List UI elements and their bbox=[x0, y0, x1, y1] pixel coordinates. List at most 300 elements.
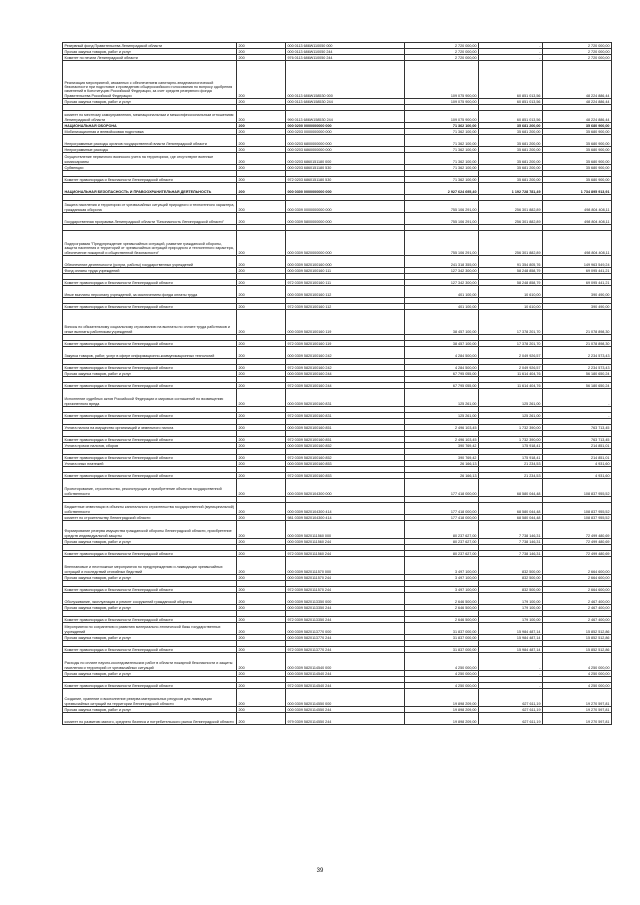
row-name-cell: Комитет правопорядка и безопасности Ленинградской области bbox=[63, 647, 237, 653]
row-approved-cell: 401 100,00 bbox=[405, 304, 479, 310]
row-approved-cell: 80 237 627,00 bbox=[405, 539, 479, 545]
row-code-cell: 972 0309 5820100160 853 bbox=[286, 473, 405, 479]
row-approved-cell: 2 646 500,00 bbox=[405, 593, 479, 605]
row-ved-cell: 200 bbox=[237, 389, 286, 407]
row-executed-cell: 68 580 044,48 bbox=[479, 503, 543, 515]
row-code-cell: 000 0309 5820000000 000 bbox=[286, 231, 405, 256]
row-remaining-cell: 4 250 000,00 bbox=[543, 653, 612, 671]
table-row bbox=[63, 479, 612, 497]
row-approved-cell: 19 898 209,00 bbox=[405, 713, 479, 725]
row-code-cell: 972 0309 5820111560 244 bbox=[286, 551, 405, 557]
row-code-cell: 000 0309 5820100160 111 bbox=[286, 268, 405, 274]
row-remaining-cell: 48 224 886,44 bbox=[543, 111, 612, 123]
row-code-cell: 000 0309 5820100160 851 bbox=[286, 425, 405, 431]
row-code-cell: 000 0203 0000000000 000 bbox=[286, 129, 405, 135]
row-name-cell: Прочая закупка товаров, работ и услуг bbox=[63, 635, 237, 641]
row-executed-cell: 17 378 201,70 bbox=[479, 310, 543, 335]
row-remaining-cell: 15 852 512,86 bbox=[543, 623, 612, 635]
row-remaining-cell: 498 804 408,11 bbox=[543, 213, 612, 225]
page-number: 39 bbox=[316, 868, 324, 874]
row-name-cell: Обслуживание, эксплуатация и ремонт сооружений гражданской обороны bbox=[63, 593, 237, 605]
row-name-cell: Комитет правопорядка и безопасности Ленинградской области bbox=[63, 617, 237, 623]
row-ved-cell: 200 bbox=[237, 111, 286, 123]
row-ved-cell: 200 bbox=[237, 647, 286, 653]
row-name-cell: Проектирование, строительство, реконструкция и приобретение объектов государственной собственности bbox=[63, 479, 237, 497]
row-code-cell: 000 0309 5820100160 244 bbox=[286, 371, 405, 377]
row-approved-cell: 4 284 500,00 bbox=[405, 347, 479, 359]
row-remaining-cell: 4 250 000,00 bbox=[543, 671, 612, 677]
row-name-cell: Комитет правопорядка и безопасности Ленинградской области bbox=[63, 683, 237, 689]
row-name-cell: Прочая закупка товаров, работ и услуг bbox=[63, 707, 237, 713]
row-name-cell: Защита населения и территории от чрезвычайных ситуаций природного и техногенного характера, гражданская оборона bbox=[63, 201, 237, 213]
row-name-cell: Подпрограмма "Предупреждение чрезвычайных ситуаций, развитие гражданской обороны, защита населения и территорий от чрезвычайных ситуаций природного и техногенного характера, обеспечение пожарной и общественной безопасности" bbox=[63, 231, 237, 256]
row-ved-cell: 200 bbox=[237, 623, 286, 635]
row-code-cell: 000 0309 0000000000 000 bbox=[286, 201, 405, 213]
row-remaining-cell: 2 664 600,00 bbox=[543, 557, 612, 575]
row-remaining-cell: 214 851,01 bbox=[543, 455, 612, 461]
row-name-cell: Субвенции bbox=[63, 165, 237, 171]
row-ved-cell: 200 bbox=[237, 99, 286, 105]
row-remaining-cell: 69 095 441,21 bbox=[543, 280, 612, 286]
table-row bbox=[63, 521, 612, 539]
row-name-cell: Формирование резерва имущества гражданской обороны Ленинградской области, приобретение средств индивидуальной защиты bbox=[63, 521, 237, 539]
row-remaining-cell: 214 851,01 bbox=[543, 443, 612, 449]
row-approved-cell: 2 720 000,00 bbox=[405, 43, 479, 49]
row-remaining-cell: 19 270 597,81 bbox=[543, 689, 612, 707]
table-row bbox=[63, 593, 612, 605]
row-code-cell: 972 0309 5820100160 112 bbox=[286, 304, 405, 310]
row-approved-cell: 19 898 209,00 bbox=[405, 707, 479, 713]
row-ved-cell: 200 bbox=[237, 587, 286, 593]
row-remaining-cell: 498 804 408,11 bbox=[543, 231, 612, 256]
row-code-cell: 990 0113 686W158530 244 bbox=[286, 111, 405, 123]
table-row bbox=[63, 61, 612, 99]
row-code-cell: 972 0309 5820100160 119 bbox=[286, 341, 405, 347]
row-code-cell: 000 0309 5820104300 000 bbox=[286, 479, 405, 497]
row-executed-cell: 179 100,00 bbox=[479, 593, 543, 605]
row-ved-cell: 200 bbox=[237, 593, 286, 605]
row-remaining-cell: 48 224 886,44 bbox=[543, 61, 612, 99]
row-code-cell: 000 0309 5820100160 242 bbox=[286, 347, 405, 359]
row-remaining-cell: 56 180 650,24 bbox=[543, 371, 612, 377]
row-remaining-cell: 69 095 441,21 bbox=[543, 268, 612, 274]
row-remaining-cell: 2 467 400,00 bbox=[543, 617, 612, 623]
row-code-cell: 000 0309 5800000000 000 bbox=[286, 213, 405, 225]
row-approved-cell: 2 646 500,00 bbox=[405, 617, 479, 623]
row-code-cell: 000 0203 6860000000 000 bbox=[286, 147, 405, 153]
row-approved-cell: 2 496 103,45 bbox=[405, 437, 479, 443]
row-ved-cell: 200 bbox=[237, 165, 286, 171]
row-remaining-cell: 390 490,00 bbox=[543, 286, 612, 298]
table-row bbox=[63, 286, 612, 298]
row-executed-cell: 60 851 013,56 bbox=[479, 99, 543, 105]
row-code-cell: 000 0309 5820100160 119 bbox=[286, 310, 405, 335]
table-row bbox=[63, 201, 612, 213]
row-approved-cell: 2 720 000,00 bbox=[405, 55, 479, 61]
row-name-cell: Реализация мероприятий, связанных с обеспечением санитарно-эпидемиологической безопасности при подготовке к проведению общероссийского голосования по вопросу одобрения изменений в Конституцию Российской Федерации, за счет средств резервного фонда Правительства Российской Федерации bbox=[63, 61, 237, 99]
row-name-cell: Непрограммные расходы bbox=[63, 147, 237, 153]
row-name-cell: Комитет правопорядка и безопасности Ленинградской области bbox=[63, 365, 237, 371]
row-approved-cell: 2 927 624 695,40 bbox=[405, 183, 479, 195]
row-executed-cell: 58 248 858,79 bbox=[479, 280, 543, 286]
table-row bbox=[63, 503, 612, 515]
row-approved-cell: 241 318 355,00 bbox=[405, 256, 479, 268]
budget-execution-table bbox=[62, 42, 612, 725]
row-executed-cell: - bbox=[479, 43, 543, 49]
row-remaining-cell: 19 270 597,81 bbox=[543, 707, 612, 713]
row-name-cell: Прочая закупка товаров, работ и услуг bbox=[63, 371, 237, 377]
row-ved-cell: 200 bbox=[237, 201, 286, 213]
row-approved-cell: 2 720 000,00 bbox=[405, 49, 479, 55]
row-code-cell: 000 0309 5820113770 244 bbox=[286, 635, 405, 641]
row-name-cell: Комитет правопорядка и безопасности Ленинградской области bbox=[63, 551, 237, 557]
row-remaining-cell: 72 499 480,69 bbox=[543, 539, 612, 545]
row-approved-cell: 26 166,13 bbox=[405, 473, 479, 479]
table-row bbox=[63, 135, 612, 147]
row-remaining-cell: - bbox=[543, 413, 612, 419]
row-executed-cell: 11 614 404,76 bbox=[479, 383, 543, 389]
row-approved-cell: 127 342 300,00 bbox=[405, 268, 479, 274]
row-executed-cell: 35 681 200,00 bbox=[479, 177, 543, 183]
row-ved-cell: 200 bbox=[237, 551, 286, 557]
row-code-cell: 000 0309 5820114550 000 bbox=[286, 689, 405, 707]
row-ved-cell: 200 bbox=[237, 213, 286, 225]
table-row bbox=[63, 389, 612, 407]
row-remaining-cell: 15 852 512,86 bbox=[543, 635, 612, 641]
row-code-cell: 000 0300 0000000000 000 bbox=[286, 183, 405, 195]
row-ved-cell: 200 bbox=[237, 365, 286, 371]
row-ved-cell: 200 bbox=[237, 437, 286, 443]
row-code-cell: 000 0309 5820100160 831 bbox=[286, 389, 405, 407]
row-name-cell: Комитет правопорядка и безопасности Ленинградской области bbox=[63, 587, 237, 593]
row-ved-cell: 200 bbox=[237, 707, 286, 713]
row-name-cell: НАЦИОНАЛЬНАЯ БЕЗОПАСНОСТЬ И ПРАВООХРАНИТЕЛЬНАЯ ДЕЯТЕЛЬНОСТЬ bbox=[63, 183, 237, 195]
row-ved-cell: 200 bbox=[237, 43, 286, 49]
row-approved-cell: 38 457 100,00 bbox=[405, 310, 479, 335]
row-name-cell: Комитет правопорядка и безопасности Ленинградской области bbox=[63, 437, 237, 443]
row-ved-cell: 200 bbox=[237, 557, 286, 575]
row-remaining-cell: 35 680 900,00 bbox=[543, 165, 612, 171]
row-ved-cell: 200 bbox=[237, 347, 286, 359]
row-ved-cell: 200 bbox=[237, 129, 286, 135]
row-ved-cell: 200 bbox=[237, 605, 286, 611]
row-approved-cell: 67 795 055,00 bbox=[405, 371, 479, 377]
row-executed-cell: 68 580 044,48 bbox=[479, 515, 543, 521]
row-executed-cell: 60 851 013,56 bbox=[479, 61, 543, 99]
row-remaining-cell: 72 499 480,69 bbox=[543, 521, 612, 539]
row-approved-cell: 4 250 000,00 bbox=[405, 671, 479, 677]
row-executed-cell: 627 611,19 bbox=[479, 689, 543, 707]
row-ved-cell: 200 bbox=[237, 153, 286, 165]
row-name-cell: комитет по местному самоуправлению, межнациональным и межконфессиональным отношениям Ленинградской области bbox=[63, 111, 237, 123]
row-code-cell: 000 0309 5820113770 000 bbox=[286, 623, 405, 635]
row-name-cell: Прочая закупка товаров, работ и услуг bbox=[63, 605, 237, 611]
row-name-cell: Прочая закупка товаров, работ и услуг bbox=[63, 99, 237, 105]
row-name-cell: Прочая закупка товаров, работ и услуг bbox=[63, 539, 237, 545]
row-approved-cell: 71 362 100,00 bbox=[405, 153, 479, 165]
row-approved-cell: 109 075 900,00 bbox=[405, 111, 479, 123]
row-ved-cell: 200 bbox=[237, 341, 286, 347]
table-row bbox=[63, 256, 612, 268]
row-ved-cell: 200 bbox=[237, 49, 286, 55]
row-ved-cell: 200 bbox=[237, 55, 286, 61]
table-row bbox=[63, 310, 612, 335]
row-name-cell: Уплата налога на имущество организаций и земельного налога bbox=[63, 425, 237, 431]
row-code-cell: 000 0309 5820100160 853 bbox=[286, 461, 405, 467]
row-ved-cell: 200 bbox=[237, 177, 286, 183]
row-ved-cell: 200 bbox=[237, 683, 286, 689]
row-approved-cell: 390 769,42 bbox=[405, 443, 479, 449]
row-executed-cell: 1 732 390,00 bbox=[479, 425, 543, 431]
row-name-cell: Резервный фонд Правительства Ленинградской области bbox=[63, 43, 237, 49]
row-code-cell: 972 0309 5820100160 851 bbox=[286, 437, 405, 443]
row-remaining-cell: 2 664 600,00 bbox=[543, 575, 612, 581]
row-ved-cell: 200 bbox=[237, 713, 286, 725]
row-name-cell: Прочая закупка товаров, работ и услуг bbox=[63, 575, 237, 581]
row-code-cell: 000 0309 5820113350 000 bbox=[286, 593, 405, 605]
row-remaining-cell: 2 664 600,00 bbox=[543, 587, 612, 593]
row-ved-cell: 200 bbox=[237, 310, 286, 335]
row-name-cell: Уплата прочих налогов, сборов bbox=[63, 443, 237, 449]
row-name-cell: Комитет правопорядка и безопасности Ленинградской области bbox=[63, 383, 237, 389]
row-executed-cell: 832 500,00 bbox=[479, 575, 543, 581]
row-ved-cell: 200 bbox=[237, 575, 286, 581]
row-name-cell: НАЦИОНАЛЬНАЯ ОБОРОНА bbox=[63, 123, 237, 129]
row-name-cell: Бюджетные инвестиции в объекты капитального строительства государственной (муниципальной) собственности bbox=[63, 503, 237, 515]
table-row bbox=[63, 689, 612, 707]
row-code-cell: 979 0309 5820114550 244 bbox=[286, 713, 405, 725]
row-code-cell: 000 0309 5820100160 000 bbox=[286, 256, 405, 268]
row-name-cell: Расходы по оплате научно-исследовательских работ в области пожарной безопасности и защиты населения и территорий от чрезвычайных ситуаций bbox=[63, 653, 237, 671]
row-code-cell: 000 0309 5820111560 244 bbox=[286, 539, 405, 545]
row-executed-cell: 21 234,53 bbox=[479, 473, 543, 479]
row-executed-cell: 256 301 882,89 bbox=[479, 213, 543, 225]
row-approved-cell: 401 100,00 bbox=[405, 286, 479, 298]
row-code-cell: 000 0309 5820114550 244 bbox=[286, 707, 405, 713]
row-approved-cell: 127 342 300,00 bbox=[405, 280, 479, 286]
row-approved-cell: 2 646 500,00 bbox=[405, 605, 479, 611]
row-approved-cell: 80 237 627,00 bbox=[405, 551, 479, 557]
row-remaining-cell: 56 180 650,24 bbox=[543, 383, 612, 389]
row-remaining-cell: 35 680 900,00 bbox=[543, 135, 612, 147]
row-ved-cell: 200 bbox=[237, 304, 286, 310]
row-remaining-cell: 35 680 900,00 bbox=[543, 177, 612, 183]
row-name-cell: Комитет правопорядка и безопасности Ленинградской области bbox=[63, 341, 237, 347]
row-remaining-cell: 21 078 898,30 bbox=[543, 341, 612, 347]
row-code-cell: 000 0203 6860151180 530 bbox=[286, 165, 405, 171]
row-ved-cell: 200 bbox=[237, 135, 286, 147]
row-ved-cell: 200 bbox=[237, 61, 286, 99]
row-name-cell: Мероприятия по сохранению и развитию материально-технической базы государственных учреждений bbox=[63, 623, 237, 635]
row-executed-cell: 35 681 200,00 bbox=[479, 165, 543, 171]
row-approved-cell: 755 106 291,00 bbox=[405, 201, 479, 213]
row-code-cell: 972 0309 5820100160 244 bbox=[286, 383, 405, 389]
row-name-cell: Прочая закупка товаров, работ и услуг bbox=[63, 671, 237, 677]
row-remaining-cell: 108 837 955,52 bbox=[543, 515, 612, 521]
row-approved-cell: 67 795 055,00 bbox=[405, 383, 479, 389]
row-executed-cell: 7 738 146,31 bbox=[479, 539, 543, 545]
table-row bbox=[63, 347, 612, 359]
row-executed-cell: 91 354 805,76 bbox=[479, 256, 543, 268]
row-approved-cell: 755 106 291,00 bbox=[405, 231, 479, 256]
row-executed-cell: 35 681 200,00 bbox=[479, 135, 543, 147]
row-executed-cell: 125 261,00 bbox=[479, 389, 543, 407]
row-ved-cell: 200 bbox=[237, 123, 286, 129]
row-approved-cell: 125 261,00 bbox=[405, 389, 479, 407]
row-code-cell: 972 0309 5820113770 244 bbox=[286, 647, 405, 653]
row-name-cell: Исполнение судебных актов Российской Федерации и мировых соглашений по возмещению причиненного вреда bbox=[63, 389, 237, 407]
row-remaining-cell: 2 720 000,00 bbox=[543, 49, 612, 55]
row-remaining-cell: 108 837 955,52 bbox=[543, 503, 612, 515]
row-name-cell: Комитет правопорядка и безопасности Ленинградской области bbox=[63, 473, 237, 479]
row-approved-cell: 71 362 100,00 bbox=[405, 147, 479, 153]
row-executed-cell: 35 681 200,00 bbox=[479, 129, 543, 135]
row-code-cell: 000 0113 686W110050 000 bbox=[286, 43, 405, 49]
row-name-cell: комитет по строительству Ленинградской области bbox=[63, 515, 237, 521]
row-remaining-cell: 72 499 480,69 bbox=[543, 551, 612, 557]
row-remaining-cell: 2 467 400,00 bbox=[543, 593, 612, 605]
row-code-cell: 972 0309 5820111570 244 bbox=[286, 587, 405, 593]
row-code-cell: 000 0203 6860151180 000 bbox=[286, 153, 405, 165]
row-remaining-cell: 2 720 000,00 bbox=[543, 43, 612, 49]
row-code-cell: 000 0309 5820114540 244 bbox=[286, 671, 405, 677]
row-executed-cell: 7 738 146,31 bbox=[479, 521, 543, 539]
row-executed-cell: 179 100,00 bbox=[479, 605, 543, 611]
row-executed-cell: 35 681 200,00 bbox=[479, 153, 543, 165]
row-executed-cell: 256 301 882,89 bbox=[479, 201, 543, 213]
row-name-cell: Комитет правопорядка и безопасности Ленинградской области bbox=[63, 304, 237, 310]
row-approved-cell: 125 261,00 bbox=[405, 413, 479, 419]
row-code-cell: 976 0113 686W110050 244 bbox=[286, 55, 405, 61]
row-code-cell: 000 0309 5820111570 244 bbox=[286, 575, 405, 581]
row-approved-cell: 4 284 500,00 bbox=[405, 365, 479, 371]
row-remaining-cell: 763 713,45 bbox=[543, 437, 612, 443]
row-remaining-cell: 2 234 573,43 bbox=[543, 365, 612, 371]
row-code-cell: 972 0203 6860151180 530 bbox=[286, 177, 405, 183]
row-code-cell: 000 0309 5820111570 000 bbox=[286, 557, 405, 575]
row-approved-cell: 80 237 627,00 bbox=[405, 521, 479, 539]
row-approved-cell: 177 418 000,00 bbox=[405, 503, 479, 515]
row-code-cell: 000 0113 686W110050 244 bbox=[286, 49, 405, 55]
row-remaining-cell: 4 931,60 bbox=[543, 473, 612, 479]
row-remaining-cell: 498 804 408,11 bbox=[543, 201, 612, 213]
row-remaining-cell: 4 931,60 bbox=[543, 461, 612, 467]
table-row bbox=[63, 713, 612, 725]
row-code-cell: 000 0113 686W158530 244 bbox=[286, 99, 405, 105]
row-name-cell: Комитет по печати Ленинградской области bbox=[63, 55, 237, 61]
row-approved-cell: 26 166,13 bbox=[405, 461, 479, 467]
row-name-cell: Мобилизационная и вневойсковая подготовка bbox=[63, 129, 237, 135]
row-name-cell: Комитет правопорядка и безопасности Ленинградской области bbox=[63, 455, 237, 461]
row-executed-cell: 1 732 390,00 bbox=[479, 437, 543, 443]
row-ved-cell: 200 bbox=[237, 635, 286, 641]
row-executed-cell: 60 851 013,56 bbox=[479, 111, 543, 123]
row-code-cell: 972 0309 5820100160 831 bbox=[286, 413, 405, 419]
row-executed-cell: 2 049 926,57 bbox=[479, 347, 543, 359]
row-approved-cell: 71 362 100,00 bbox=[405, 177, 479, 183]
row-code-cell: 000 0309 5820111560 000 bbox=[286, 521, 405, 539]
row-remaining-cell: 35 680 900,00 bbox=[543, 147, 612, 153]
row-ved-cell: 200 bbox=[237, 268, 286, 274]
row-executed-cell: 627 611,19 bbox=[479, 707, 543, 713]
row-ved-cell: 200 bbox=[237, 455, 286, 461]
row-code-cell: 972 0309 5820100160 852 bbox=[286, 455, 405, 461]
row-executed-cell: 832 500,00 bbox=[479, 557, 543, 575]
row-remaining-cell: 2 720 000,00 bbox=[543, 55, 612, 61]
row-code-cell: 000 0309 5820100160 852 bbox=[286, 443, 405, 449]
row-ved-cell: 200 bbox=[237, 617, 286, 623]
row-remaining-cell: - bbox=[543, 389, 612, 407]
table-row bbox=[63, 111, 612, 123]
table-body bbox=[63, 43, 612, 725]
row-approved-cell: 2 496 103,45 bbox=[405, 425, 479, 431]
row-ved-cell: 200 bbox=[237, 383, 286, 389]
row-ved-cell: 200 bbox=[237, 539, 286, 545]
row-approved-cell: 19 898 209,00 bbox=[405, 689, 479, 707]
row-remaining-cell: 19 270 597,81 bbox=[543, 713, 612, 725]
table-row bbox=[63, 231, 612, 256]
row-executed-cell: 175 918,41 bbox=[479, 443, 543, 449]
row-ved-cell: 200 bbox=[237, 461, 286, 467]
row-remaining-cell: 1 734 895 913,91 bbox=[543, 183, 612, 195]
row-ved-cell: 200 bbox=[237, 479, 286, 497]
row-executed-cell: 125 261,00 bbox=[479, 413, 543, 419]
row-executed-cell: 179 100,00 bbox=[479, 617, 543, 623]
row-code-cell: 972 0309 5820100160 111 bbox=[286, 280, 405, 286]
row-approved-cell: 38 457 100,00 bbox=[405, 341, 479, 347]
row-executed-cell: 11 614 404,76 bbox=[479, 371, 543, 377]
row-ved-cell: 200 bbox=[237, 473, 286, 479]
row-executed-cell: 58 248 858,79 bbox=[479, 268, 543, 274]
row-remaining-cell: 108 837 955,52 bbox=[543, 479, 612, 497]
row-approved-cell: 71 362 100,00 bbox=[405, 129, 479, 135]
row-name-cell: Внеплановые и неотложные мероприятия по предупреждению и ликвидации чрезвычайных ситуаций и последствий стихийных бедствий bbox=[63, 557, 237, 575]
row-executed-cell: 15 984 487,14 bbox=[479, 647, 543, 653]
row-executed-cell: 175 918,41 bbox=[479, 455, 543, 461]
row-approved-cell: 3 497 100,00 bbox=[405, 557, 479, 575]
row-executed-cell: - bbox=[479, 49, 543, 55]
row-ved-cell: 200 bbox=[237, 183, 286, 195]
budget-table-sheet bbox=[62, 42, 610, 725]
row-code-cell: 000 0200 0000000000 000 bbox=[286, 123, 405, 129]
row-approved-cell: 31 837 000,00 bbox=[405, 623, 479, 635]
row-ved-cell: 200 bbox=[237, 653, 286, 671]
row-code-cell: 000 0309 5820104300 414 bbox=[286, 503, 405, 515]
row-executed-cell: - bbox=[479, 55, 543, 61]
row-approved-cell: 177 418 000,00 bbox=[405, 479, 479, 497]
row-code-cell: 981 0309 5820104300 414 bbox=[286, 515, 405, 521]
row-remaining-cell: 2 467 400,00 bbox=[543, 605, 612, 611]
row-approved-cell: 71 362 100,00 bbox=[405, 165, 479, 171]
row-executed-cell: 21 234,53 bbox=[479, 461, 543, 467]
row-name-cell: Фонд оплаты труда учреждений bbox=[63, 268, 237, 274]
row-executed-cell: 10 610,00 bbox=[479, 304, 543, 310]
row-name-cell: Обеспечение деятельности (услуги, работы) государственных учреждений bbox=[63, 256, 237, 268]
row-name-cell: Комитет правопорядка и безопасности Ленинградской области bbox=[63, 177, 237, 183]
row-approved-cell: 3 497 100,00 bbox=[405, 575, 479, 581]
row-ved-cell: 200 bbox=[237, 671, 286, 677]
row-approved-cell: 755 106 291,00 bbox=[405, 213, 479, 225]
row-approved-cell: 390 769,42 bbox=[405, 455, 479, 461]
row-remaining-cell: 48 224 886,44 bbox=[543, 99, 612, 105]
row-ved-cell: 200 bbox=[237, 503, 286, 515]
row-ved-cell: 200 bbox=[237, 413, 286, 419]
row-ved-cell: 200 bbox=[237, 689, 286, 707]
row-name-cell: Прочая закупка товаров, работ и услуг bbox=[63, 49, 237, 55]
table-row bbox=[63, 183, 612, 195]
row-executed-cell: 15 984 487,14 bbox=[479, 635, 543, 641]
row-ved-cell: 200 bbox=[237, 231, 286, 256]
